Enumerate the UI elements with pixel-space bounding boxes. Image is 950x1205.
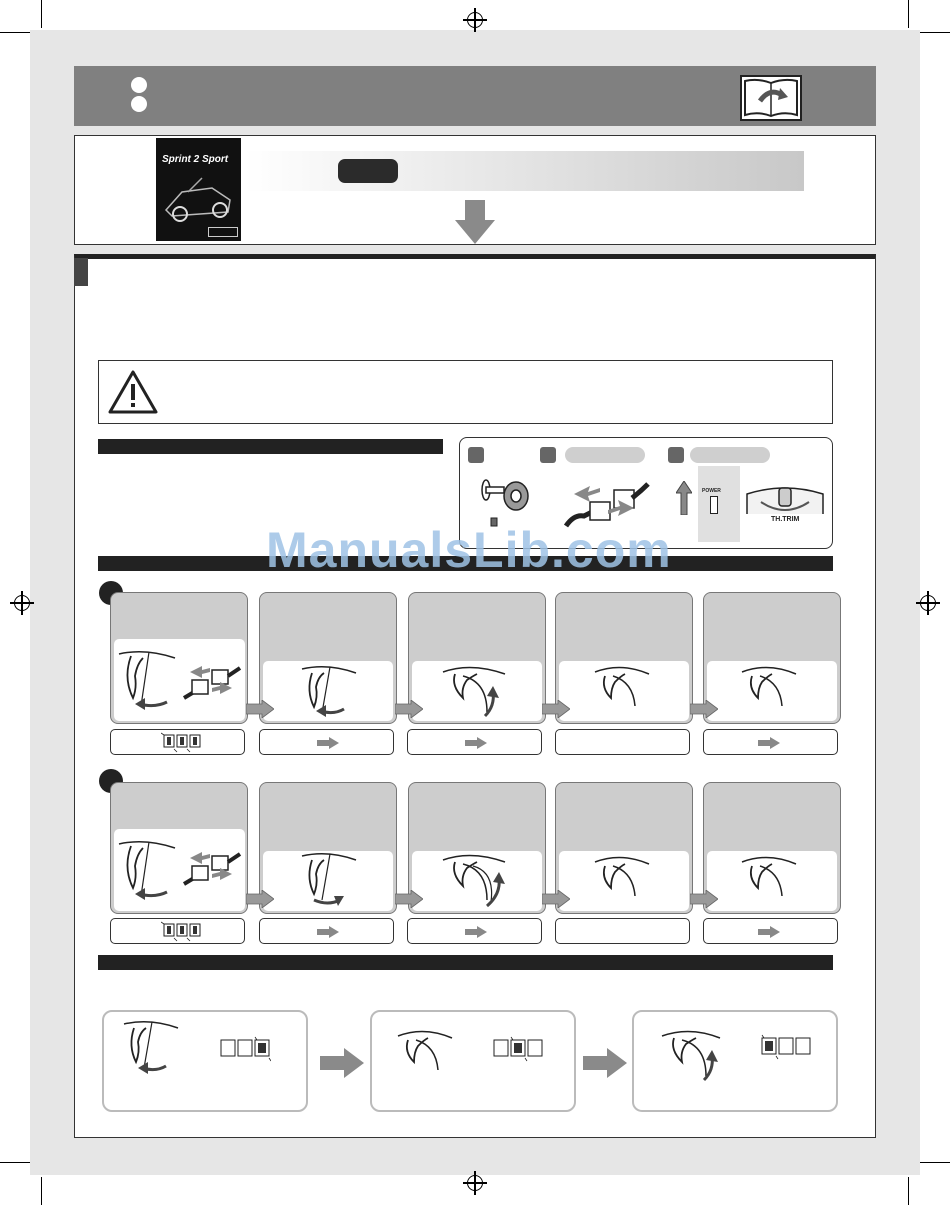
led-icon — [492, 1036, 544, 1062]
power-switch-label: POWER — [702, 488, 721, 494]
step-number-badge — [540, 447, 556, 463]
registration-mark — [467, 12, 483, 28]
power-switch — [710, 496, 718, 514]
trigger-icon — [441, 850, 513, 910]
subsection-heading-bar — [98, 439, 443, 454]
trigger-icon — [115, 838, 183, 902]
receiver-image — [698, 466, 740, 542]
step-arrow-icon — [246, 890, 274, 908]
section-tab — [74, 258, 88, 286]
crop-mark — [908, 1177, 909, 1205]
connector-icon — [180, 656, 242, 704]
trigger-icon — [593, 662, 653, 712]
big-arrow-right-icon — [320, 1048, 364, 1078]
result-box — [370, 1010, 576, 1112]
crop-mark — [0, 1162, 30, 1163]
step-arrow-icon — [395, 700, 423, 718]
section-heading-bar — [98, 955, 833, 970]
trigger-icon — [396, 1026, 456, 1076]
step-status-label — [555, 918, 690, 944]
warning-triangle-icon — [107, 369, 159, 415]
step-status-label — [555, 729, 690, 755]
trigger-icon — [300, 850, 360, 908]
step-label-pill — [565, 447, 645, 463]
step-arrow-icon — [690, 890, 718, 908]
trigger-icon — [300, 663, 360, 719]
crop-mark — [0, 32, 30, 33]
arrow-right-icon — [758, 926, 780, 938]
trim-label: TH.TRIM — [771, 516, 800, 523]
manual-cover-title: Sprint 2 Sport — [162, 154, 229, 165]
arrow-right-icon — [465, 737, 487, 749]
manual-cover-badge — [208, 227, 238, 237]
crop-mark — [920, 1162, 950, 1163]
step-arrow-icon — [542, 890, 570, 908]
manual-cover-image — [156, 138, 241, 241]
led-icon — [161, 920, 203, 942]
crop-mark — [41, 1177, 42, 1205]
led-icon — [760, 1034, 812, 1060]
trigger-icon — [441, 662, 511, 722]
arrow-right-icon — [317, 737, 339, 749]
trigger-icon — [740, 852, 800, 902]
crop-mark — [908, 0, 909, 28]
step-status-label — [703, 729, 838, 755]
trigger-icon — [593, 852, 653, 902]
header-bullet-dot — [131, 96, 147, 112]
registration-mark — [14, 595, 30, 611]
arrow-right-icon — [317, 926, 339, 938]
step-status-label — [703, 918, 838, 944]
step-arrow-icon — [690, 700, 718, 718]
book-turn-page-icon — [740, 75, 802, 121]
down-arrow-icon — [455, 200, 495, 244]
step-arrow-icon — [395, 890, 423, 908]
header-bullet-dot — [131, 77, 147, 93]
big-arrow-right-icon — [583, 1048, 627, 1078]
result-box — [102, 1010, 308, 1112]
step-status-label — [259, 729, 394, 755]
step-number-badge — [468, 447, 484, 463]
step-number-badge — [668, 447, 684, 463]
step-arrow-icon — [542, 700, 570, 718]
registration-mark — [467, 1175, 483, 1191]
step-status-label — [259, 918, 394, 944]
step-status-label — [110, 729, 245, 755]
led-icon — [219, 1036, 271, 1062]
registration-mark — [920, 595, 936, 611]
trigger-icon — [660, 1026, 724, 1086]
led-icon — [161, 731, 203, 753]
crop-mark — [41, 0, 42, 28]
arrow-right-icon — [465, 926, 487, 938]
warning-box — [98, 360, 833, 424]
up-arrow-icon — [676, 481, 692, 515]
car-silhouette-icon — [162, 170, 236, 226]
reference-gradient-bar — [245, 151, 804, 191]
trim-knob-image — [745, 480, 825, 526]
step-label-pill — [690, 447, 770, 463]
arrow-right-icon — [758, 737, 780, 749]
result-box — [632, 1010, 838, 1112]
crop-mark — [920, 32, 950, 33]
step-status-label — [407, 918, 542, 944]
trigger-icon — [740, 662, 800, 712]
trim-knob-icon — [745, 480, 825, 516]
step-status-label — [110, 918, 245, 944]
reference-label-pill — [338, 159, 398, 183]
watermark: ManualsLib.com — [266, 522, 672, 578]
step-status-label — [407, 729, 542, 755]
connector-icon — [180, 842, 242, 890]
trigger-icon — [115, 648, 183, 712]
step-arrow-icon — [246, 700, 274, 718]
trigger-icon — [122, 1018, 182, 1076]
